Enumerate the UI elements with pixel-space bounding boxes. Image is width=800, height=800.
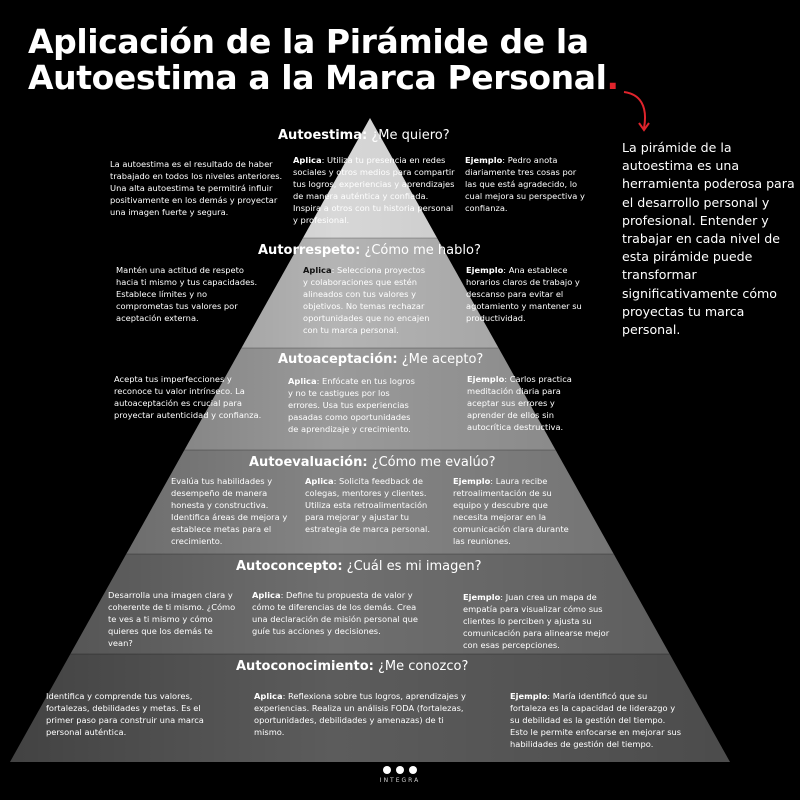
example-text: : Ana establece horarios claros de trabajo y descanso para evitar el agotamiento y mantener su productividad. <box>466 265 582 323</box>
level-apply <box>305 475 433 535</box>
logo-dots-icon <box>370 766 430 774</box>
level-title <box>278 128 450 144</box>
level-example <box>510 690 682 750</box>
level-example <box>466 264 584 324</box>
apply-text: : Selecciona proyectos y colaboraciones que estén alineados con tus valores y objetivos. No temas rechazar oportunidades que no encajen con tu marca personal. <box>303 265 430 335</box>
example-label: Ejemplo <box>510 691 548 701</box>
level-apply <box>288 375 418 435</box>
apply-text: : Define tu propuesta de valor y cómo te diferencias de los demás. Crea una declaración de misión personal que guíe tus acciones y decisiones. <box>252 590 418 636</box>
level-title <box>236 659 468 675</box>
level-description: Acepta tus imperfecciones y reconoce tu valor intrínseco. La autoaceptación es crucial para proyectar autenticidad y confianza. <box>114 374 262 420</box>
title-accent-dot: . <box>606 58 619 97</box>
example-text: : Laura recibe retroalimentación de su equipo y descubre que necesita mejorar en la comunicación clara durante las reuniones. <box>453 476 569 546</box>
example-label: Ejemplo <box>453 476 491 486</box>
level-question: ¿Me acepto? <box>401 352 484 367</box>
apply-text: : Utiliza tu presencia en redes sociales y otros medios para compartir tus logros, experiencias y aprendizajes de manera auténtica y confiada. Inspira a otros con tu historia personal y profesional. <box>293 155 455 225</box>
apply-text: : Enfócate en tus logros y no te castigues por los errores. Usa tus experiencias pasadas como oportunidades de aprendizaje y crecimiento. <box>288 376 415 434</box>
example-text: : Carlos practica meditación diaria para aceptar sus errores y aprender de ellos sin autocrítica destructiva. <box>467 374 572 432</box>
example-label: Ejemplo <box>467 374 505 384</box>
level-question: ¿Cuál es mi imagen? <box>346 559 482 574</box>
level-apply <box>254 690 468 738</box>
apply-label: Aplica <box>303 265 332 275</box>
level-title <box>236 559 482 575</box>
level-question: ¿Cómo me evalúo? <box>371 455 496 470</box>
apply-label: Aplica <box>305 476 334 486</box>
apply-text: : Solicita feedback de colegas, mentores y clientes. Utiliza esta retroalimentación para mejorar y ajustar tu estrategia de marca personal. <box>305 476 430 534</box>
level-question: ¿Me conozco? <box>378 659 469 674</box>
title-line-2-text: Autoestima a la Marca Personal <box>28 58 607 97</box>
level-name: Autoestima: <box>278 128 368 143</box>
logo-dot <box>383 766 391 774</box>
level-title <box>249 455 496 471</box>
level-name: Autoconocimiento: <box>236 659 374 674</box>
level-example <box>453 475 579 547</box>
level-title <box>258 243 481 259</box>
level-name: Autoconcepto: <box>236 559 343 574</box>
level-description: Identifica y comprende tus valores, fortalezas, debilidades y metas. Es el primer paso para construir una marca personal auténtica. <box>46 691 204 737</box>
logo-dot <box>409 766 417 774</box>
level-description: Mantén una actitud de respeto hacia ti mismo y tus capacidades. Establece límites y no comprometas tus valores por aceptación externa. <box>116 265 258 323</box>
side-description: La pirámide de la autoestima es una herramienta poderosa para el desarrollo personal y profesional. Entender y trabajar en cada nivel de esta pirámide puede transformar significativamente cómo proyectas tu marca personal. <box>622 140 795 338</box>
example-label: Ejemplo <box>465 155 503 165</box>
integra-logo <box>370 766 430 784</box>
apply-label: Aplica <box>252 590 281 600</box>
level-question: ¿Me quiero? <box>371 128 450 143</box>
example-text: : María identificó que su fortaleza es la capacidad de liderazgo y su debilidad es la gestión del tiempo. Esto le permite enfocarse en mejorar sus habilidades de gestión del tiempo. <box>510 691 682 749</box>
level-description: Desarrolla una imagen clara y coherente de ti mismo. ¿Cómo te ves a ti mismo y cómo quieres que los demás te vean? <box>108 590 236 648</box>
example-text: : Pedro anota diariamente tres cosas por las que está agradecido, lo cual mejora su perspectiva y confianza. <box>465 155 585 213</box>
apply-label: Aplica <box>288 376 317 386</box>
apply-label: Aplica <box>254 691 283 701</box>
level-apply <box>252 589 428 637</box>
title-line-1: Aplicación de la Pirámide de la <box>28 22 589 61</box>
level-description: La autoestima es el resultado de haber trabajado en todos los niveles anteriores. Una alta autoestima te permitirá influir positivamente en los demás y proyectar una imagen fuerte y segura. <box>110 159 283 217</box>
apply-text: : Reflexiona sobre tus logros, aprendizajes y experiencias. Realiza un análisis FODA (fortalezas, oportunidades, debilidades y amenazas) de ti mismo. <box>254 691 466 737</box>
level-title <box>278 352 483 368</box>
apply-label: Aplica <box>293 155 322 165</box>
level-example <box>467 373 579 433</box>
level-example <box>463 591 623 651</box>
level-apply <box>293 154 455 226</box>
logo-text: INTEGRA <box>379 777 421 784</box>
example-text: : Juan crea un mapa de empatía para visualizar cómo sus clientes lo perciben y ajusta su comunicación para alinearse mejor con esas percepciones. <box>463 592 610 650</box>
example-label: Ejemplo <box>463 592 501 602</box>
level-name: Autorrespeto: <box>258 243 361 258</box>
level-example <box>465 154 585 214</box>
level-name: Autoevaluación: <box>249 455 368 470</box>
level-apply <box>303 264 431 336</box>
example-label: Ejemplo <box>466 265 504 275</box>
level-question: ¿Cómo me hablo? <box>364 243 481 258</box>
level-description: Evalúa tus habilidades y desempeño de manera honesta y constructiva. Identifica áreas de mejora y establece metas para el crecimiento. <box>171 476 288 546</box>
logo-dot <box>396 766 404 774</box>
level-name: Autoaceptación: <box>278 352 398 367</box>
